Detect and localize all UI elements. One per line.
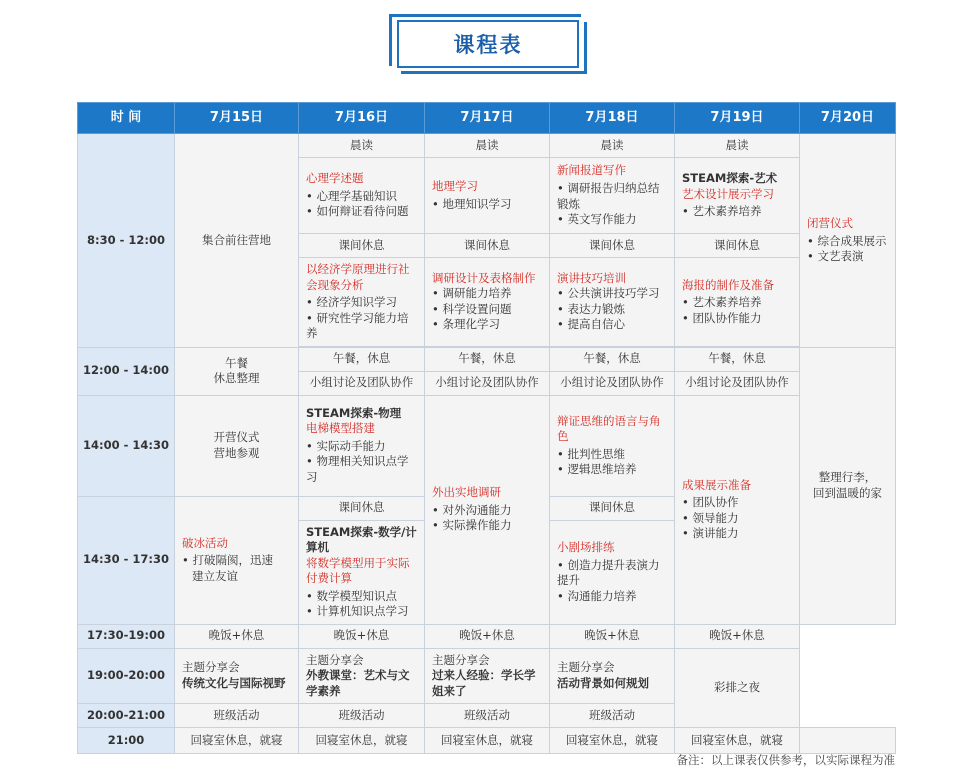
cell-16-a2 <box>299 520 425 624</box>
list-item: • 经济学知识学习 <box>306 295 417 311</box>
list-item: • 打破隔阂，迅速 <box>182 553 273 568</box>
list-item: • 文艺表演 <box>807 249 888 265</box>
cell-text: 开营仪式 <box>213 430 260 445</box>
cell-19-evening: 彩排之夜 <box>675 648 800 728</box>
cell-18-group: 小组讨论及团队协作 <box>550 371 675 395</box>
title-box <box>397 20 579 68</box>
list-item: • 批判性思维 <box>557 447 667 463</box>
cell-text: 休息整理 <box>213 371 260 386</box>
list-item: • 调研报告归纳总结锻炼 <box>557 181 667 212</box>
cell-text: 主题分享会 <box>557 660 615 675</box>
list-item: • 研究性学习能力培养 <box>306 311 417 342</box>
time-slot: 17:30-19:00 <box>78 624 175 648</box>
cell-17-break: 课间休息 <box>425 234 550 258</box>
cell-text: 打破隔阂，迅速 <box>192 553 273 568</box>
cell-15-morning: 集合前往营地 <box>175 134 299 348</box>
cell-15-dinner: 晚饭+休息 <box>175 624 299 648</box>
cell-19-morning-read: 晨读 <box>675 134 800 158</box>
course-title: 演讲技巧培训 <box>557 270 626 285</box>
cell-19-dinner: 晚饭+休息 <box>675 624 800 648</box>
course-title: 新闻报道写作 <box>557 163 626 178</box>
cell-18-break: 课间休息 <box>550 234 675 258</box>
list-item: • 演讲能力 <box>682 526 792 542</box>
course-subtitle: 将数学模型用于实际付费计算 <box>306 555 410 586</box>
table-row <box>78 648 896 704</box>
page-title: 课程表 <box>453 33 523 57</box>
cell-15-ice <box>175 496 299 624</box>
list-item: • 实际动手能力 <box>306 439 417 455</box>
cell-18-m1 <box>550 158 675 234</box>
list-item: • 领导能力 <box>682 511 792 527</box>
cell-17-m1 <box>425 158 550 234</box>
cell-16-m2 <box>299 258 425 347</box>
cell-15-lunch <box>175 347 299 395</box>
cell-17-sleep: 回寝室休息，就寝 <box>425 728 550 754</box>
cell-17-group: 小组讨论及团队协作 <box>425 371 550 395</box>
header-day-19: 7月19日 <box>675 103 800 134</box>
table-row <box>78 624 896 648</box>
cell-18-a2 <box>550 520 675 624</box>
cell-16-break: 课间休息 <box>299 234 425 258</box>
course-title: 破冰活动 <box>182 535 228 550</box>
time-slot: 14:30 - 17:30 <box>78 496 175 624</box>
cell-17-m2 <box>425 258 550 347</box>
header-day-16: 7月16日 <box>299 103 425 134</box>
cell-19-m1 <box>675 158 800 234</box>
course-title: 过来人经验：学长学姐来了 <box>432 668 536 698</box>
course-title: 活动背景如何规划 <box>557 675 649 690</box>
cell-17-class: 班级活动 <box>425 704 550 728</box>
cell-text: 主题分享会 <box>432 652 490 667</box>
time-slot: 19:00-20:00 <box>78 648 175 704</box>
cell-19-m2 <box>675 258 800 347</box>
list-item: • 物理相关知识点学习 <box>306 454 417 485</box>
list-item: • 计算机知识点学习 <box>306 604 417 620</box>
course-title: 以经济学原理进行社会现象分析 <box>306 262 410 292</box>
cell-15-opening <box>175 395 299 496</box>
cell-16-sleep: 回寝室休息，就寝 <box>299 728 425 754</box>
list-item: • 实际操作能力 <box>432 518 542 534</box>
cell-15-sleep: 回寝室休息，就寝 <box>175 728 299 754</box>
cell-19-group: 小组讨论及团队协作 <box>675 371 800 395</box>
list-item: • 调研能力培养 <box>432 286 542 302</box>
course-title: STEAM探索-数学/计算机 <box>306 524 417 555</box>
course-title: 成果展示准备 <box>682 477 751 492</box>
cell-17-lunch: 午餐，休息 <box>425 347 550 371</box>
list-item: • 科学设置问题 <box>432 302 542 318</box>
cell-text: 回到温暖的家 <box>813 485 882 500</box>
list-item: • 创造力提升表演力提升 <box>557 558 667 589</box>
cell-18-a1 <box>550 395 675 496</box>
closing-title: 闭营仪式 <box>807 216 853 231</box>
course-title: 海报的制作及准备 <box>682 277 774 292</box>
course-title: 外教课堂：艺术与文学素养 <box>306 668 410 698</box>
course-title: STEAM探索-物理 <box>306 405 402 420</box>
cell-20-sleep <box>800 728 896 754</box>
list-item: • 公共演讲技巧学习 <box>557 286 667 302</box>
list-item: • 表达力锻炼 <box>557 302 667 318</box>
cell-16-a1 <box>299 395 425 496</box>
cell-16-group: 小组讨论及团队协作 <box>299 371 425 395</box>
cell-17-morning-read: 晨读 <box>425 134 550 158</box>
cell-20-rest <box>800 347 896 624</box>
cell-18-m2 <box>550 258 675 347</box>
cell-text: 主题分享会 <box>306 652 364 667</box>
course-title: 外出实地调研 <box>432 485 501 500</box>
time-slot: 20:00-21:00 <box>78 704 175 728</box>
cell-17-dinner: 晚饭+休息 <box>425 624 550 648</box>
list-item: • 对外沟通能力 <box>432 503 542 519</box>
title-decoration <box>389 14 589 76</box>
cell-19-break: 课间休息 <box>675 234 800 258</box>
list-item: • 艺术素养培养 <box>682 295 792 311</box>
cell-17-afternoon <box>425 395 550 624</box>
course-title: 地理学习 <box>432 178 478 193</box>
time-slot: 8:30 - 12:00 <box>78 134 175 348</box>
course-title: STEAM探索-艺术 <box>682 171 778 186</box>
cell-text: 整理行李， <box>818 470 877 485</box>
cell-text: 午餐 <box>225 355 248 370</box>
cell-19-afternoon <box>675 395 800 624</box>
table-row <box>78 728 896 754</box>
list-item: • 沟通能力培养 <box>557 589 667 605</box>
cell-18-break2: 课间休息 <box>550 496 675 520</box>
cell-19-lunch: 午餐，休息 <box>675 347 800 371</box>
header-row <box>78 103 896 134</box>
cell-20-morning <box>800 134 896 348</box>
list-item: • 艺术素养培养 <box>682 204 792 220</box>
table-row <box>78 134 896 158</box>
footnote: 备注：以上课表仅供参考，以实际课程为准 <box>676 753 895 767</box>
list-item: • 心理学基础知识 <box>306 189 417 205</box>
list-item: • 英文写作能力 <box>557 212 667 228</box>
cell-17-evening <box>425 648 550 704</box>
list-item: • 综合成果展示 <box>807 234 888 250</box>
list-item: • 提高自信心 <box>557 317 667 333</box>
header-day-18: 7月18日 <box>550 103 675 134</box>
list-item: • 数学模型知识点 <box>306 589 417 605</box>
schedule-table <box>77 102 896 754</box>
cell-16-break2: 课间休息 <box>299 496 425 520</box>
course-subtitle: 艺术设计展示学习 <box>682 186 774 201</box>
cell-18-dinner: 晚饭+休息 <box>550 624 675 648</box>
cell-16-evening <box>299 648 425 704</box>
course-title: 辩证思维的语言与角色 <box>557 413 661 444</box>
list-item: • 条理化学习 <box>432 317 542 333</box>
header-time: 时 间 <box>78 103 175 134</box>
cell-18-morning-read: 晨读 <box>550 134 675 158</box>
course-title: 心理学述题 <box>306 171 364 186</box>
course-title: 传统文化与国际视野 <box>182 675 286 690</box>
list-item: • 团队协作能力 <box>682 311 792 327</box>
cell-16-class: 班级活动 <box>299 704 425 728</box>
cell-text: 主题分享会 <box>182 660 240 675</box>
course-title: 小剧场排练 <box>557 540 615 555</box>
list-item: • 团队协作 <box>682 495 792 511</box>
course-subtitle: 电梯模型搭建 <box>306 421 375 436</box>
cell-15-evening <box>175 648 299 704</box>
list-item: • 如何辩证看待问题 <box>306 204 417 220</box>
course-title: 调研设计及表格制作 <box>432 270 536 285</box>
cell-18-sleep: 回寝室休息，就寝 <box>550 728 675 754</box>
cell-18-class: 班级活动 <box>550 704 675 728</box>
cell-18-lunch: 午餐，休息 <box>550 347 675 371</box>
cell-text: 营地参观 <box>213 445 260 460</box>
header-day-17: 7月17日 <box>425 103 550 134</box>
list-item: • 地理知识学习 <box>432 197 542 213</box>
cell-18-evening <box>550 648 675 704</box>
header-day-20: 7月20日 <box>800 103 896 134</box>
table-row <box>78 395 896 496</box>
time-slot: 14:00 - 14:30 <box>78 395 175 496</box>
cell-16-morning-read: 晨读 <box>299 134 425 158</box>
cell-16-lunch: 午餐，休息 <box>299 347 425 371</box>
cell-15-class: 班级活动 <box>175 704 299 728</box>
time-slot: 12:00 - 14:00 <box>78 347 175 395</box>
header-day-15: 7月15日 <box>175 103 299 134</box>
time-slot: 21:00 <box>78 728 175 754</box>
cell-19-sleep: 回寝室休息，就寝 <box>675 728 800 754</box>
table-row <box>78 347 896 371</box>
cell-text: 建立友谊 <box>192 568 238 583</box>
cell-16-dinner: 晚饭+休息 <box>299 624 425 648</box>
cell-16-m1 <box>299 158 425 234</box>
list-item: • 逻辑思维培养 <box>557 462 667 478</box>
